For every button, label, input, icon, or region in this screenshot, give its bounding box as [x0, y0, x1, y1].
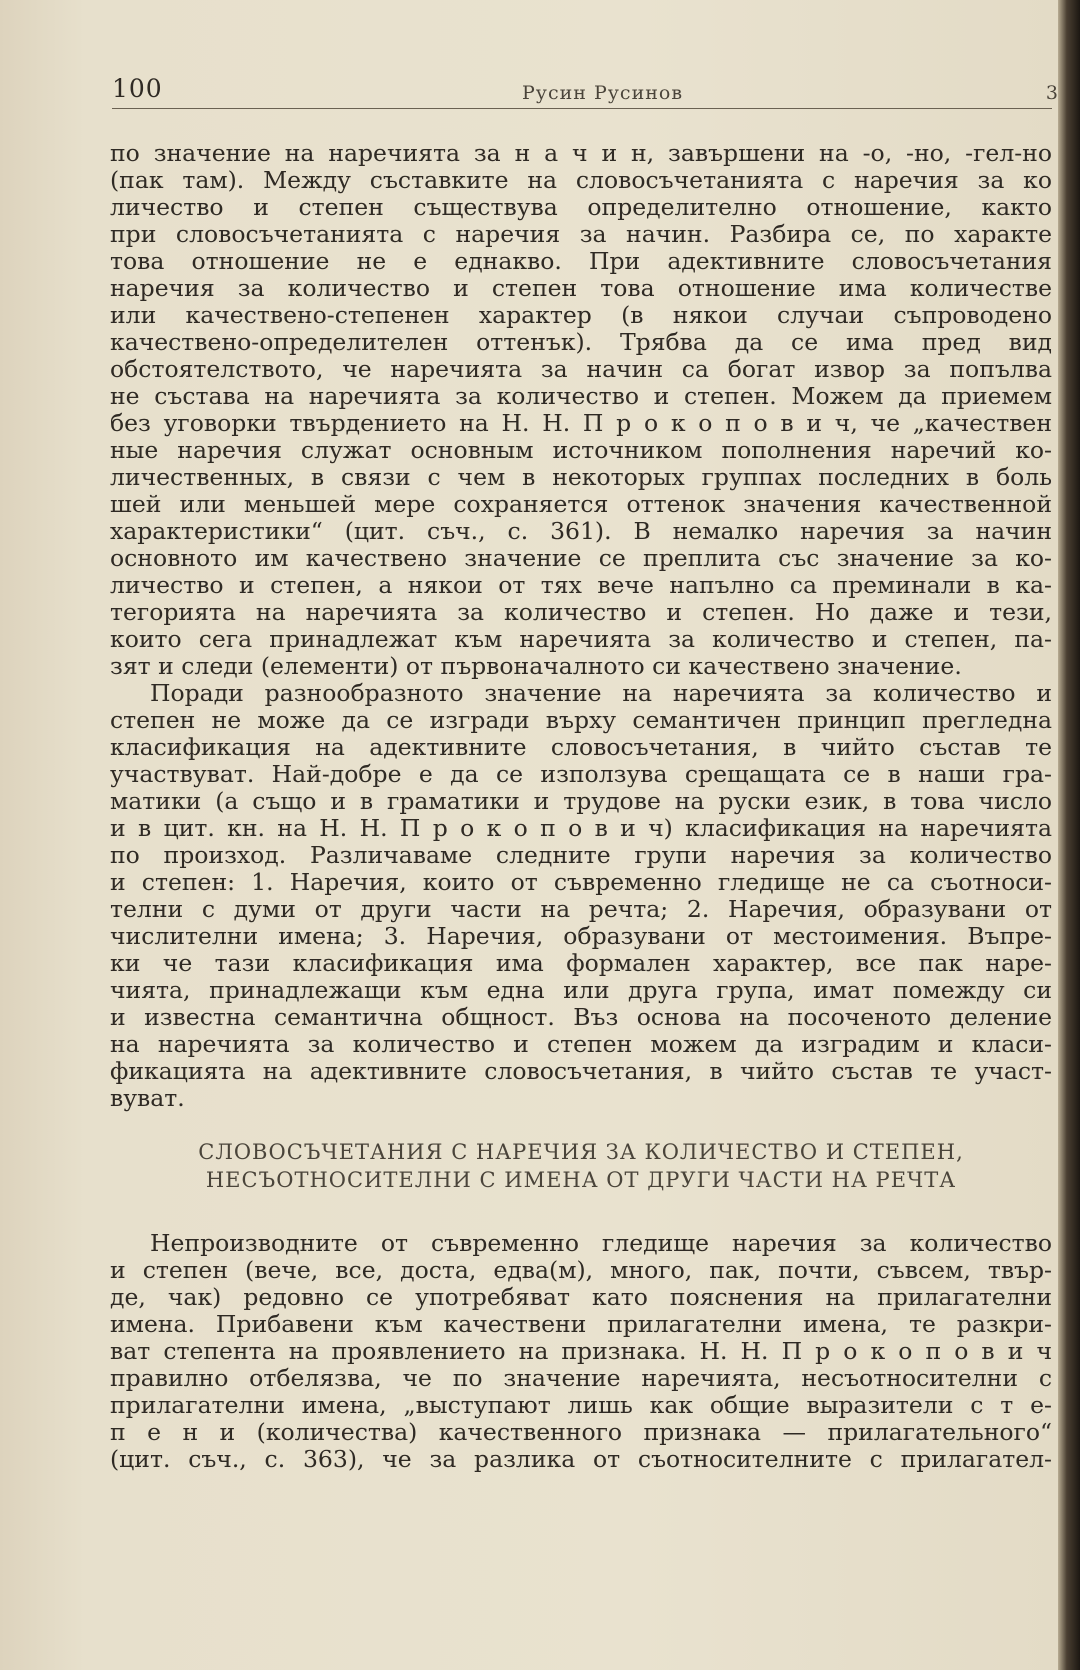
text-line: прилагателни имена, „выступают лишь как общие выразители с т е- [110, 1392, 1052, 1419]
heading-line: НЕСЪОТНОСИТЕЛНИ С ИМЕНА ОТ ДРУГИ ЧАСТИ НА РЕЧТА [205, 1168, 957, 1192]
text-line: и в цит. кн. на Н. Н. П р о к о п о в и ч) класификация на наречията [110, 815, 1052, 842]
text-line: участвуват. Най-добре е да се използува срещащата се в наши гра- [110, 761, 1052, 788]
heading-line: СЛОВОСЪЧЕТАНИЯ С НАРЕЧИЯ ЗА КОЛИЧЕСТВО И СТЕПЕН, [198, 1140, 964, 1164]
text-line: които сега принадлежат към наречията за количество и степен, па- [110, 626, 1052, 653]
text-line: или качествено-степенен характер (в някои случаи съпроводено [110, 302, 1052, 329]
text-line: шей или меньшей мере сохраняется оттенок значения качественной [110, 491, 1052, 518]
text-line: това отношение не е еднакво. При адективните словосъчетания [110, 248, 1052, 275]
text-line: фикацията на адективните словосъчетания, в чийто състав те участ- [110, 1058, 1052, 1085]
running-head: Русин Русинов [522, 82, 684, 104]
text-line: и известна семантична общност. Въз основа на посоченото деление [110, 1004, 1052, 1031]
text-line: зят и следи (елементи) от първоначалното си качествено значение. [110, 653, 962, 680]
text-line: тегорията на наречията за количество и степен. Но даже и тези, [110, 599, 1052, 626]
header-edge-char: 3 [1045, 82, 1058, 104]
text-line: ки че тази класификация има формален характер, все пак наре- [110, 950, 1052, 977]
book-binding-edge [1058, 0, 1080, 1670]
text-line: чията, принадлежащи към една или друга група, имат помежду си [110, 977, 1052, 1004]
text-line: вуват. [110, 1085, 185, 1112]
text-line: степен не може да се изгради върху семантичен принцип прегледна [110, 707, 1052, 734]
text-line: наречия за количество и степен това отношение има количестве [110, 275, 1052, 302]
text-line: класификация на адективните словосъчетания, в чийто състав те [110, 734, 1052, 761]
text-line: без уговорки твърдението на Н. Н. П р о к о п о в и ч, че „качествен [110, 410, 1052, 437]
text-line: Непроизводните от съвременно гледище наречия за количество [150, 1230, 1052, 1257]
text-line: качествено-определителен оттенък). Трябва да се има пред вид [110, 329, 1052, 356]
text-line: (пак там). Между съставките на словосъчетанията с наречия за ко [110, 167, 1052, 194]
text-line: по произход. Различаваме следните групи наречия за количество [110, 842, 1052, 869]
text-line: не състава на наречията за количество и степен. Можем да приемем [110, 383, 1052, 410]
text-line: по значение на наречията за н а ч и н, завършени на -о, -но, -гел-но [110, 140, 1052, 167]
text-line: де, чак) редовно се употребяват като пояснения на прилагателни [110, 1284, 1052, 1311]
text-line: личественных, в связи с чем в некоторых группах последних в боль [110, 464, 1052, 491]
text-line: Поради разнообразното значение на наречията за количество и [150, 680, 1052, 707]
text-line: и степен (вече, все, доста, едва(м), много, пак, почти, съвсем, твър- [110, 1257, 1052, 1284]
text-line: и степен: 1. Наречия, които от съвременно гледище не са съотноси- [110, 869, 1052, 896]
text-line: личество и степен, а някои от тях вече напълно са преминали в ка- [110, 572, 1052, 599]
page-number: 100 [112, 74, 163, 103]
text-line: телни с думи от други части на речта; 2. Наречия, образувани от [110, 896, 1052, 923]
text-line: личество и степен съществува определително отношение, както [110, 194, 1052, 221]
text-line: ват степента на проявлението на признака. Н. Н. П р о к о п о в и ч [110, 1338, 1052, 1365]
text-line: правилно отбелязва, че по значение наречията, несъотносителни с [110, 1365, 1052, 1392]
text-line: характеристики“ (цит. съч., с. 361). В немалко наречия за начин [110, 518, 1052, 545]
text-line: на наречията за количество и степен можем да изградим и класи- [110, 1031, 1052, 1058]
text-line: основното им качествено значение се преплита със значение за ко- [110, 545, 1052, 572]
text-line: ные наречия служат основным источником пополнения наречий ко- [110, 437, 1052, 464]
text-line: при словосъчетанията с наречия за начин. Разбира се, по характе [110, 221, 1052, 248]
text-line: обстоятелството, че наречията за начин са богат извор за попълва [110, 356, 1052, 383]
text-line: матики (а също и в граматики и трудове на руски език, в това число [110, 788, 1052, 815]
header-rule [112, 108, 1052, 109]
text-line: имена. Прибавени към качествени прилагателни имена, те разкри- [110, 1311, 1052, 1338]
page-header [112, 70, 1058, 114]
text-line: п е н и (количества) качественного признака — прилагательного“ [110, 1419, 1052, 1446]
text-line: числителни имена; 3. Наречия, образувани от местоимения. Въпре- [110, 923, 1052, 950]
text-line: (цит. съч., с. 363), че за разлика от съотносителните с прилагател- [110, 1446, 1052, 1473]
